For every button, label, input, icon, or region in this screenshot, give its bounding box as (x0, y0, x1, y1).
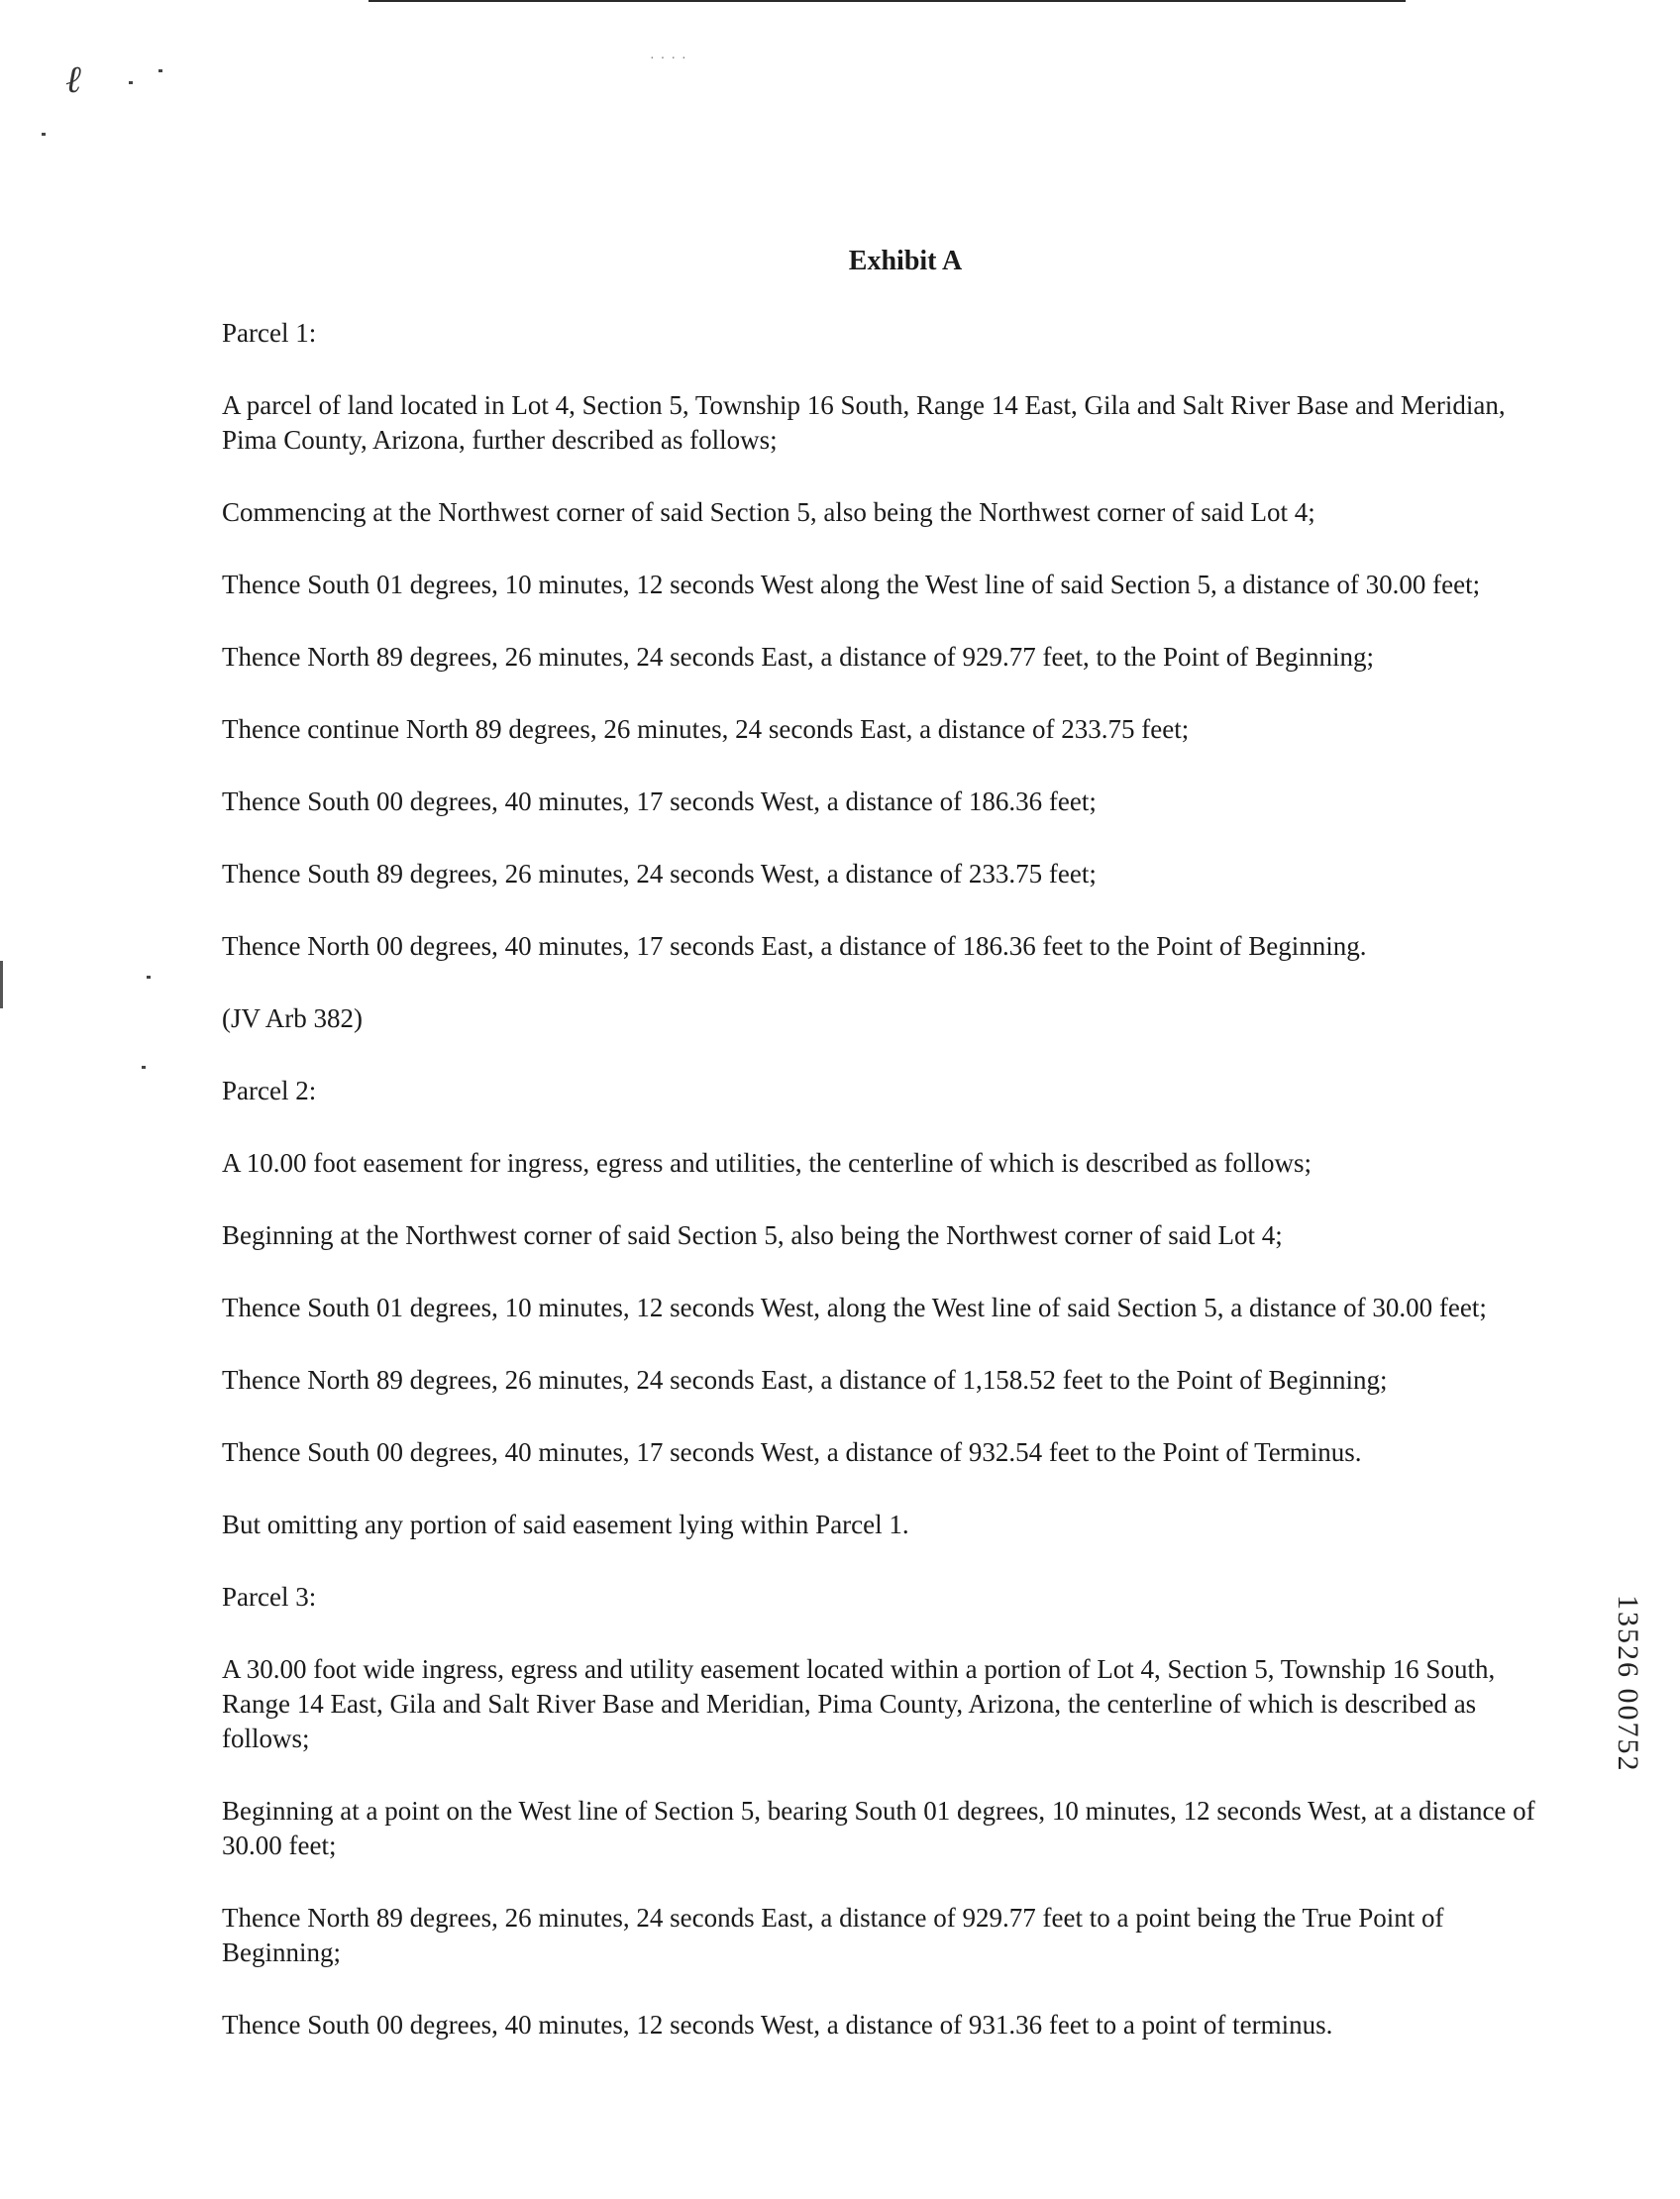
document-paragraph: (JV Arb 382) (222, 1003, 364, 1033)
document-paragraph: Commencing at the Northwest corner of said Section 5, also being the Northwest corner of said Lot 4; (222, 497, 1315, 527)
paragraph-list (222, 316, 1549, 2042)
document-paragraph: A 10.00 foot easement for ingress, egress and utilities, the centerline of which is described as follows; (222, 1148, 1312, 1178)
document-paragraph: A 30.00 foot wide ingress, egress and utility easement located within a portion of Lot 4, Section 5, Township 16 South, Range 14 East, Gila and Salt River Base and Meridian, Pima County, Arizona, the centerline of which is described as follows; (222, 1654, 1496, 1753)
document-title: Exhibit A (848, 246, 963, 276)
top-border-line (368, 0, 1406, 2)
document-paragraph: A parcel of land located in Lot 4, Section 5, Township 16 South, Range 14 East, Gila and Salt River Base and Meridian, Pima County, Arizona, further described as follows; (222, 390, 1506, 455)
scan-artifact-dashes: ···· (650, 52, 692, 66)
document-paragraph: Thence South 01 degrees, 10 minutes, 12 seconds West, along the West line of said Section 5, a distance of 30.00 feet; (222, 1293, 1487, 1322)
document-paragraph: Beginning at a point on the West line of Section 5, bearing South 01 degrees, 10 minutes, 12 seconds West, at a distance of 30.00 feet; (222, 1796, 1535, 1860)
document-paragraph: Parcel 2: (222, 1076, 317, 1105)
document-paragraph: Thence South 89 degrees, 26 minutes, 24 seconds West, a distance of 233.75 feet; (222, 859, 1097, 889)
document-paragraph: Thence North 89 degrees, 26 minutes, 24 seconds East, a distance of 929.77 feet, to the Point of Beginning; (222, 642, 1374, 672)
document-paragraph: Thence South 00 degrees, 40 minutes, 12 seconds West, a distance of 931.36 feet to a point of terminus. (222, 2010, 1333, 2040)
document-paragraph: Parcel 3: (222, 1582, 317, 1612)
ledger-stamp (1607, 1595, 1676, 1872)
document-paragraph: Thence North 89 degrees, 26 minutes, 24 seconds East, a distance of 1,158.52 feet to the Point of Beginning; (222, 1365, 1388, 1395)
document-body (222, 244, 1549, 2080)
document-paragraph: Thence North 00 degrees, 40 minutes, 17 seconds East, a distance of 186.36 feet to the Point of Beginning. (222, 931, 1367, 961)
scan-speck (147, 976, 151, 979)
scan-speck (129, 81, 133, 84)
ledger-number-text: 13526 00752 (1612, 1595, 1644, 1773)
scan-speck (158, 69, 162, 72)
scan-edge-mark (0, 961, 3, 1008)
document-paragraph: Beginning at the Northwest corner of said Section 5, also being the Northwest corner of said Lot 4; (222, 1220, 1283, 1250)
document-paragraph: Thence South 01 degrees, 10 minutes, 12 seconds West along the West line of said Section 5, a distance of 30.00 feet; (222, 570, 1481, 599)
handwritten-mark: ℓ (65, 57, 81, 101)
scan-speck (142, 1066, 146, 1069)
scan-speck (42, 133, 46, 136)
document-paragraph: Thence North 89 degrees, 26 minutes, 24 seconds East, a distance of 929.77 feet to a point being the True Point of Beginning; (222, 1903, 1444, 1967)
document-paragraph: Thence South 00 degrees, 40 minutes, 17 seconds West, a distance of 186.36 feet; (222, 786, 1097, 816)
document-paragraph: Thence South 00 degrees, 40 minutes, 17 seconds West, a distance of 932.54 feet to the Point of Terminus. (222, 1437, 1362, 1467)
document-paragraph: But omitting any portion of said easement lying within Parcel 1. (222, 1510, 909, 1539)
document-paragraph: Thence continue North 89 degrees, 26 minutes, 24 seconds East, a distance of 233.75 feet; (222, 714, 1190, 744)
document-paragraph: Parcel 1: (222, 318, 317, 348)
